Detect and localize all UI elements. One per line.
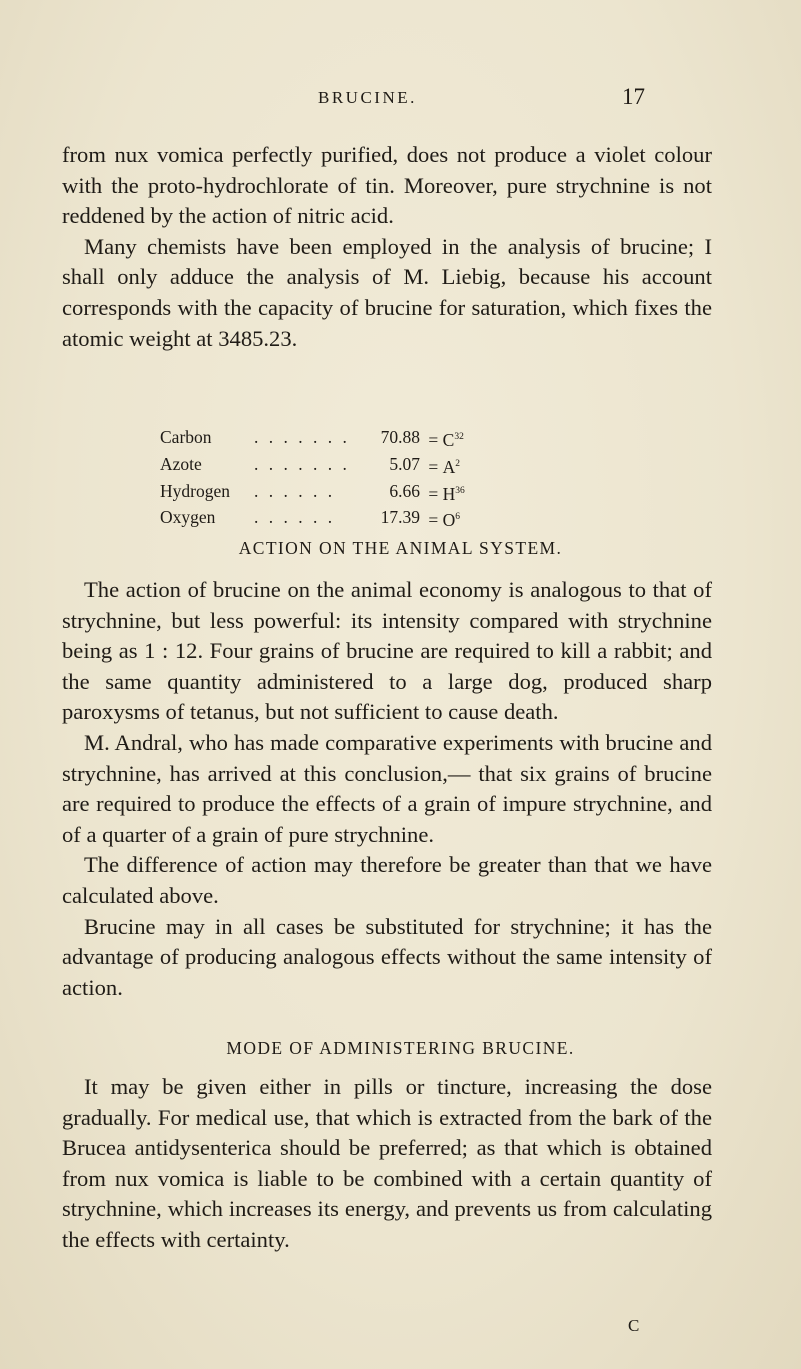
signature-mark: C (628, 1316, 640, 1335)
page-header (0, 84, 801, 114)
intro-text (62, 140, 712, 354)
leader-dots: . . . . . . (254, 507, 336, 528)
element-formula: = $A^2$ (428, 456, 461, 477)
element-name: Hydrogen (160, 480, 230, 501)
action-text (62, 575, 712, 1003)
analysis-table (160, 425, 514, 532)
element-value: 5.07 (389, 453, 420, 474)
body-paragraph: M. Andral, who has made comparative experiments with brucine and strychnine, has arrived at this conclusion,— that six grains of brucine are required to produce the effects of a grain of impure strychnine, and of a quarter of a grain of pure strychnine. (62, 729, 712, 847)
page-number: 17 (622, 84, 645, 109)
leader-dots: . . . . . . . (254, 427, 350, 447)
analysis-row (160, 452, 514, 479)
analysis-row (160, 479, 514, 506)
intro-paragraph: Many chemists have been employed in the analysis of brucine; I shall only adduce the analysis of M. Liebig, because his account corresponds with the capacity of brucine for saturation, which fixes the atomic weight at 3485.23. (62, 233, 712, 351)
body-paragraph: The action of brucine on the animal economy is analogous to that of strychnine, but less powerful: its intensity compared with strychnine being as 1 : 12. Four grains of brucine are required to kill a rabbit; and the same quantity administered to a large dog, produced sharp paroxysms of tetanus, but not sufficient to cause death. (62, 577, 712, 725)
body-paragraph: The difference of action may therefore be greater than that we have calculated above. (62, 852, 712, 908)
element-formula: = $C^{32}$ (428, 429, 464, 450)
element-value: 17.39 (380, 507, 420, 528)
intro-paragraph: from nux vomica perfectly purified, does not produce a violet colour with the proto-hydrochlorate of tin. Moreover, pure strychnine is not reddened by the action of nitric acid. (62, 142, 712, 229)
element-formula: = $H^{36}$ (428, 483, 465, 504)
body-paragraph: Brucine may in all cases be substituted for strychnine; it has the advantage of producing analogous effects without the same intensity of action. (62, 913, 712, 1000)
element-name: Carbon (160, 427, 212, 447)
running-head: BRUCINE. (318, 88, 417, 107)
analysis-row (160, 425, 514, 452)
section-heading-action: ACTION ON THE ANIMAL SYSTEM. (238, 538, 563, 558)
element-value: 6.66 (389, 480, 420, 501)
element-name: Azote (160, 453, 202, 474)
leader-dots: . . . . . . (254, 480, 336, 501)
body-paragraph: It may be given either in pills or tincture, increasing the dose gradually. For medical use, that which is extracted from the bark of the Brucea antidysenterica should be preferred; as that which is obtained from nux vomica is liable to be combined with a certain quantity of strychnine, which increases its energy, and prevents us from calculating the effects with certainty. (62, 1074, 712, 1252)
leader-dots: . . . . . . . (254, 453, 350, 474)
section-heading-mode: MODE OF ADMINISTERING BRUCINE. (226, 1038, 575, 1058)
element-value: 70.88 (380, 427, 420, 447)
analysis-row (160, 505, 514, 532)
element-formula: = $O^6$ (428, 510, 461, 531)
element-name: Oxygen (160, 507, 216, 528)
mode-text (62, 1072, 712, 1256)
